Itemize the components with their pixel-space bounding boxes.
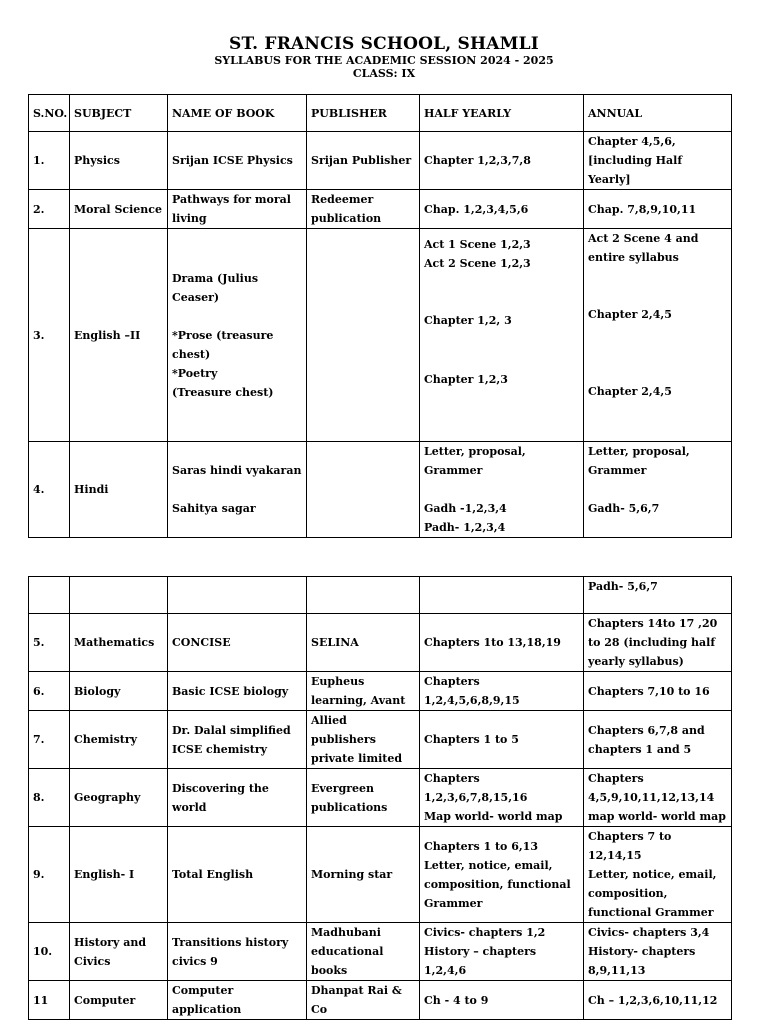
book-cell: Srijan ICSE Physics	[168, 132, 307, 190]
half-yearly-cell: Ch - 4 to 9	[420, 981, 584, 1020]
subject-cell: History and Civics	[70, 923, 168, 981]
subject-cell: Physics	[70, 132, 168, 190]
annual-line: Chapter 2,4,5	[588, 385, 672, 398]
syllabus-table-part-1	[28, 94, 732, 538]
sno-cell: 2.	[29, 190, 70, 229]
subject-cell: English- I	[70, 827, 168, 923]
publisher-cell	[307, 442, 420, 538]
table-row	[29, 827, 732, 923]
table-row	[29, 614, 732, 672]
annual-cell	[584, 923, 732, 981]
table-header-row	[29, 95, 732, 132]
half-yearly-cell: Chapters 1to 13,18,19	[420, 614, 584, 672]
half-line: Map world- world map	[424, 810, 563, 823]
book-cell: Dr. Dalal simplified ICSE chemistry	[168, 711, 307, 769]
half-line: Chapter 1,2,3	[424, 373, 508, 386]
annual-line: Gadh- 5,6,7	[588, 502, 660, 515]
annual-line: Letter, proposal, Grammer	[588, 445, 694, 477]
half-yearly-cell	[420, 442, 584, 538]
half-line: Chapter 1,2, 3	[424, 314, 512, 327]
publisher-cell: Eupheus learning, Avant	[307, 672, 420, 711]
sno-cell: 3.	[29, 229, 70, 442]
half-yearly-cell	[420, 827, 584, 923]
half-line: History – chapters 1,2,4,6	[424, 945, 540, 977]
book-line: *Prose (treasure chest)	[172, 328, 278, 361]
table-row-continuation	[29, 577, 732, 614]
annual-cell	[584, 769, 732, 827]
table-row	[29, 981, 732, 1020]
half-line: Gadh -1,2,3,4	[424, 502, 507, 515]
book-cell: Computer application	[168, 981, 307, 1020]
annual-cell: Chapters 7,10 to 16	[584, 672, 732, 711]
sno-cell: 9.	[29, 827, 70, 923]
subject-cell: Hindi	[70, 442, 168, 538]
sno-cell: 7.	[29, 711, 70, 769]
subject-cell: Computer	[70, 981, 168, 1020]
annual-cell: Chapter 4,5,6, [including Half Yearly]	[584, 132, 732, 190]
table-row	[29, 132, 732, 190]
sno-cell: 1.	[29, 132, 70, 190]
book-cell: Discovering the world	[168, 769, 307, 827]
annual-line: Civics- chapters 3,4	[588, 926, 710, 939]
book-cell	[168, 577, 307, 614]
table-row	[29, 923, 732, 981]
table-row	[29, 442, 732, 538]
half-yearly-cell	[420, 769, 584, 827]
column-header: HALF YEARLY	[420, 95, 584, 132]
annual-cell: Chap. 7,8,9,10,11	[584, 190, 732, 229]
book-cell: Total English	[168, 827, 307, 923]
sno-cell: 8.	[29, 769, 70, 827]
annual-line: History- chapters 8,9,11,13	[588, 945, 700, 977]
publisher-cell: SELINA	[307, 614, 420, 672]
sno-cell: 6.	[29, 672, 70, 711]
subject-cell: English –II	[70, 229, 168, 442]
column-header: S.NO.	[29, 95, 70, 132]
book-cell	[168, 229, 307, 442]
column-header: PUBLISHER	[307, 95, 420, 132]
sno-cell: 5.	[29, 614, 70, 672]
half-line: Letter, notice, email, composition, functional Grammer	[424, 858, 575, 910]
annual-line: Chapters 7 to 12,14,15	[588, 830, 676, 862]
half-yearly-cell	[420, 577, 584, 614]
half-yearly-cell: Chap. 1,2,3,4,5,6	[420, 190, 584, 229]
book-line: (Treasure chest)	[172, 385, 274, 399]
annual-cell	[584, 827, 732, 923]
publisher-cell	[307, 229, 420, 442]
column-header: SUBJECT	[70, 95, 168, 132]
annual-line: map world- world map	[588, 810, 726, 823]
publisher-cell: Redeemer publication	[307, 190, 420, 229]
publisher-cell: Madhubani educational books	[307, 923, 420, 981]
half-yearly-cell: Chapters 1 to 5	[420, 711, 584, 769]
table-row	[29, 229, 732, 442]
class-label: CLASS: IX	[352, 67, 416, 80]
annual-line: Letter, notice, email, composition, functional Grammer	[588, 868, 721, 919]
subject-cell: Mathematics	[70, 614, 168, 672]
document-header	[0, 34, 768, 80]
sno-cell: 4.	[29, 442, 70, 538]
half-line: Chapters 1,2,3,6,7,8,15,16	[424, 772, 528, 804]
annual-cell: Chapters 6,7,8 and chapters 1 and 5	[584, 711, 732, 769]
half-line: Letter, proposal, Grammer	[424, 445, 530, 477]
half-line: Act 2 Scene 1,2,3	[424, 257, 531, 270]
sno-cell: 11	[29, 981, 70, 1020]
annual-line: Chapter 2,4,5	[588, 308, 672, 321]
subject-cell: Moral Science	[70, 190, 168, 229]
annual-line: Act 2 Scene 4 and entire syllabus	[588, 232, 703, 264]
annual-cell	[584, 442, 732, 538]
half-line: Padh- 1,2,3,4	[424, 521, 506, 534]
book-cell: Basic ICSE biology	[168, 672, 307, 711]
annual-cell: Ch – 1,2,3,6,10,11,12	[584, 981, 732, 1020]
sno-cell	[29, 577, 70, 614]
half-yearly-cell: Chapter 1,2,3,7,8	[420, 132, 584, 190]
table-row	[29, 190, 732, 229]
book-line: Drama (Julius Ceaser)	[172, 271, 262, 304]
book-cell: Pathways for moral living	[168, 190, 307, 229]
publisher-cell: Allied publishers private limited	[307, 711, 420, 769]
book-line: Sahitya sagar	[172, 502, 256, 515]
half-line: Chapters 1 to 6,13	[424, 839, 538, 853]
publisher-cell	[307, 577, 420, 614]
book-line: *Poetry	[172, 366, 218, 380]
publisher-cell: Morning star	[307, 827, 420, 923]
session-title: SYLLABUS FOR THE ACADEMIC SESSION 2024 - 2025	[214, 54, 554, 67]
annual-line: Chapters 4,5,9,10,11,12,13,14	[588, 772, 715, 804]
publisher-cell: Dhanpat Rai & Co	[307, 981, 420, 1020]
half-line: Civics- chapters 1,2	[424, 926, 546, 939]
annual-cell: Chapters 14to 17 ,20 to 28 (including half yearly syllabus)	[584, 614, 732, 672]
subject-cell: Geography	[70, 769, 168, 827]
book-cell	[168, 442, 307, 538]
half-yearly-cell	[420, 229, 584, 442]
half-yearly-cell: Chapters 1,2,4,5,6,8,9,15	[420, 672, 584, 711]
publisher-cell: Srijan Publisher	[307, 132, 420, 190]
column-header: ANNUAL	[584, 95, 732, 132]
book-cell: CONCISE	[168, 614, 307, 672]
table-row	[29, 672, 732, 711]
annual-cell: Padh- 5,6,7	[584, 577, 732, 614]
subject-cell	[70, 577, 168, 614]
annual-cell	[584, 229, 732, 442]
subject-cell: Chemistry	[70, 711, 168, 769]
half-line: Act 1 Scene 1,2,3	[424, 238, 531, 251]
half-yearly-cell	[420, 923, 584, 981]
book-line: Saras hindi vyakaran	[172, 464, 302, 477]
table-row	[29, 711, 732, 769]
book-cell: Transitions history civics 9	[168, 923, 307, 981]
school-name: ST. FRANCIS SCHOOL, SHAMLI	[229, 34, 539, 54]
syllabus-table-part-2	[28, 576, 732, 1020]
column-header: NAME OF BOOK	[168, 95, 307, 132]
sno-cell: 10.	[29, 923, 70, 981]
table-row	[29, 769, 732, 827]
subject-cell: Biology	[70, 672, 168, 711]
publisher-cell: Evergreen publications	[307, 769, 420, 827]
